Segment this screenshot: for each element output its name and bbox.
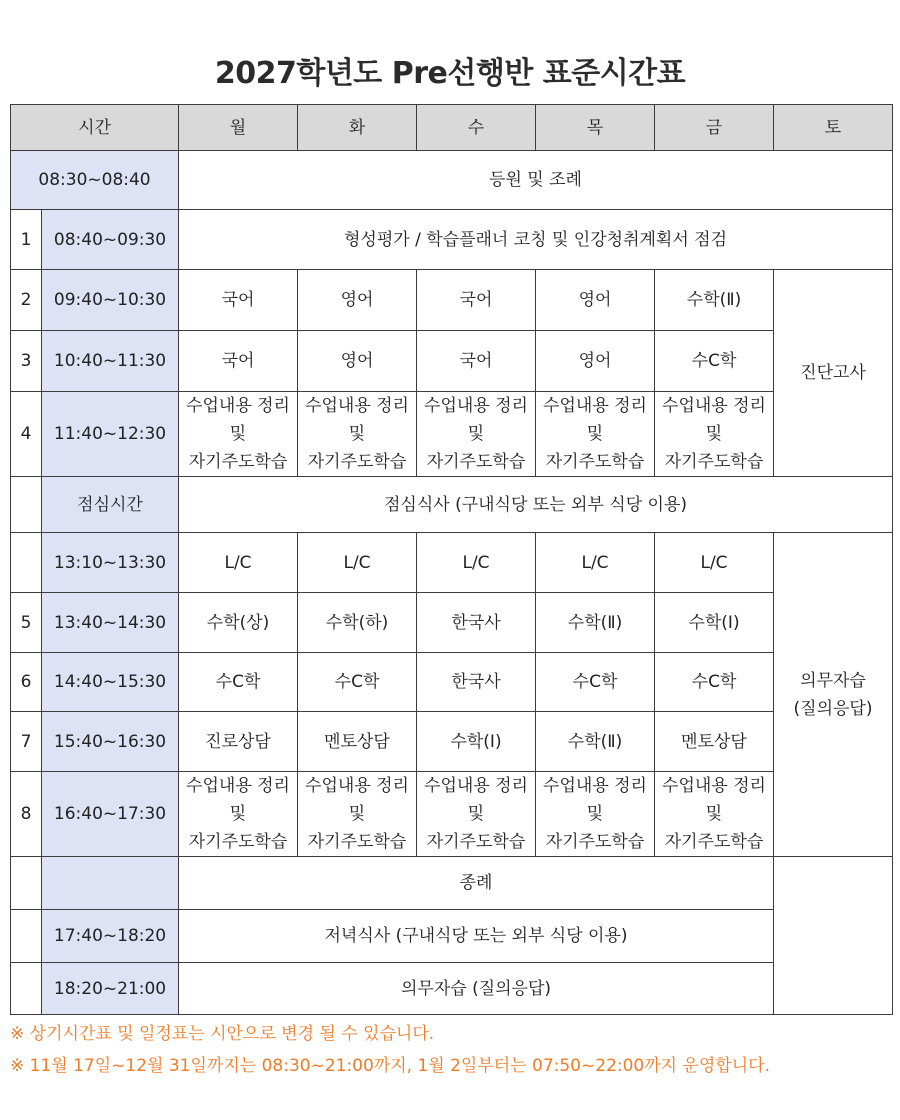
- cell-line: 자기주도학습: [545, 452, 645, 472]
- class-cell: 진로상담: [179, 712, 298, 772]
- class-cell: 영어: [536, 270, 655, 331]
- table-row: [11, 653, 893, 712]
- class-cell: 국어: [417, 270, 536, 331]
- class-cell: 수C학: [655, 653, 774, 712]
- class-cell: 한국사: [417, 593, 536, 653]
- cell-line: 및: [705, 424, 723, 444]
- self-study-cell: [417, 772, 536, 857]
- class-cell: 수학(Ⅱ): [536, 712, 655, 772]
- table-row: [11, 772, 893, 857]
- class-cell: 수C학: [536, 653, 655, 712]
- table-row: [11, 910, 893, 963]
- period-number: 7: [11, 712, 42, 772]
- class-cell: L/C: [536, 533, 655, 593]
- class-cell: 멘토상담: [298, 712, 417, 772]
- table-row: [11, 593, 893, 653]
- self-study-cell: [298, 772, 417, 857]
- period-number: 5: [11, 593, 42, 653]
- header-row: [11, 105, 893, 151]
- self-study-cell: [536, 392, 655, 477]
- cell-line: 자기주도학습: [307, 452, 407, 472]
- class-cell: 수C학: [179, 653, 298, 712]
- cell-line: 자기주도학습: [664, 452, 764, 472]
- time-cell: 08:30~08:40: [11, 151, 179, 210]
- full-row-cell: 등원 및 조례: [179, 151, 893, 210]
- class-cell: 수학(Ⅱ): [655, 270, 774, 331]
- cell-line: 수업내용 정리: [186, 396, 290, 416]
- cell-line: 자기주도학습: [188, 452, 288, 472]
- table-row: [11, 151, 893, 210]
- table-row: [11, 392, 893, 477]
- class-cell: 국어: [179, 270, 298, 331]
- empty-number-cell: [11, 910, 42, 963]
- cell-line: 수업내용 정리: [543, 776, 647, 796]
- table-row: [11, 533, 893, 593]
- page-title: 2027학년도 Pre선행반 표준시간표: [214, 56, 686, 91]
- cell-line: 자기주도학습: [545, 832, 645, 852]
- class-cell: 수C학: [298, 653, 417, 712]
- cell-line: 자기주도학습: [188, 832, 288, 852]
- class-cell: 수학(하): [298, 593, 417, 653]
- full-row-cell: 저녁식사 (구내식당 또는 외부 식당 이용): [179, 910, 774, 963]
- self-study-cell: [179, 772, 298, 857]
- footnote: ※ 상기시간표 및 일정표는 시안으로 변경 될 수 있습니다.: [10, 1024, 435, 1044]
- cell-line: 자기주도학습: [664, 832, 764, 852]
- saturday-afternoon-cell: [774, 533, 893, 857]
- cell-line: 자기주도학습: [426, 832, 526, 852]
- header-day-wed: 수: [417, 105, 536, 151]
- table-row: [11, 210, 893, 270]
- cell-line: 수업내용 정리: [186, 776, 290, 796]
- class-cell: 국어: [417, 331, 536, 392]
- period-number: 6: [11, 653, 42, 712]
- self-study-cell: [655, 772, 774, 857]
- header-day-mon: 월: [179, 105, 298, 151]
- class-cell: 영어: [298, 270, 417, 331]
- time-cell: 11:40~12:30: [42, 392, 179, 477]
- full-row-cell: 의무자습 (질의응답): [179, 963, 774, 1015]
- empty-number-cell: [11, 533, 42, 593]
- cell-line: 및: [467, 424, 485, 444]
- cell-line: 및: [586, 424, 604, 444]
- time-cell: 18:20~21:00: [42, 963, 179, 1015]
- period-number: 8: [11, 772, 42, 857]
- class-cell: 수학(Ⅱ): [536, 593, 655, 653]
- saturday-morning-cell: 진단고사: [774, 270, 893, 477]
- cell-line: 및: [705, 804, 723, 824]
- table-row: [11, 857, 893, 910]
- cell-line: 및: [229, 424, 247, 444]
- cell-line: 수업내용 정리: [305, 396, 409, 416]
- full-row-cell: 형성평가 / 학습플래너 코칭 및 인강청취계획서 점검: [179, 210, 893, 270]
- table-row: [11, 963, 893, 1015]
- cell-line: 수업내용 정리: [662, 776, 766, 796]
- class-cell: L/C: [417, 533, 536, 593]
- class-cell: 영어: [298, 331, 417, 392]
- header-day-tue: 화: [298, 105, 417, 151]
- full-row-cell: 종례: [179, 857, 774, 910]
- time-cell: 08:40~09:30: [42, 210, 179, 270]
- cell-line: 의무자습: [800, 670, 866, 691]
- cell-line: 수업내용 정리: [662, 396, 766, 416]
- time-cell: 10:40~11:30: [42, 331, 179, 392]
- table-row: [11, 477, 893, 533]
- footnote: ※ 11월 17일~12월 31일까지는 08:30~21:00까지, 1월 2일부터는 07:50~22:00까지 운영합니다.: [10, 1056, 770, 1076]
- cell-line: 및: [348, 804, 366, 824]
- table-row: [11, 331, 893, 392]
- cell-line: 수업내용 정리: [305, 776, 409, 796]
- time-cell: 13:10~13:30: [42, 533, 179, 593]
- cell-line: 및: [586, 804, 604, 824]
- table-row: [11, 270, 893, 331]
- self-study-cell: [298, 392, 417, 477]
- class-cell: L/C: [298, 533, 417, 593]
- period-number: 4: [11, 392, 42, 477]
- time-cell: 16:40~17:30: [42, 772, 179, 857]
- class-cell: 수학(상): [179, 593, 298, 653]
- period-number: 1: [11, 210, 42, 270]
- class-cell: 수학(Ⅰ): [655, 593, 774, 653]
- class-cell: 영어: [536, 331, 655, 392]
- timetable: [10, 104, 893, 1015]
- empty-number-cell: [11, 477, 42, 533]
- cell-line: 수업내용 정리: [543, 396, 647, 416]
- self-study-cell: [536, 772, 655, 857]
- self-study-cell: [179, 392, 298, 477]
- saturday-evening-cell: [774, 857, 893, 1015]
- class-cell: L/C: [179, 533, 298, 593]
- period-number: 2: [11, 270, 42, 331]
- time-cell: 17:40~18:20: [42, 910, 179, 963]
- class-cell: 국어: [179, 331, 298, 392]
- cell-line: 및: [467, 804, 485, 824]
- empty-time-cell: [42, 857, 179, 910]
- cell-line: 및: [348, 424, 366, 444]
- time-cell: 09:40~10:30: [42, 270, 179, 331]
- full-row-cell: 점심식사 (구내식당 또는 외부 식당 이용): [179, 477, 893, 533]
- empty-number-cell: [11, 857, 42, 910]
- cell-line: 자기주도학습: [426, 452, 526, 472]
- cell-line: 및: [229, 804, 247, 824]
- lunch-label: 점심시간: [42, 477, 179, 533]
- header-time: 시간: [11, 105, 179, 151]
- cell-line: 자기주도학습: [307, 832, 407, 852]
- period-number: 3: [11, 331, 42, 392]
- footnotes: [10, 1018, 890, 1082]
- time-cell: 14:40~15:30: [42, 653, 179, 712]
- cell-line: 수업내용 정리: [424, 396, 528, 416]
- time-cell: 15:40~16:30: [42, 712, 179, 772]
- cell-line: (질의응답): [793, 698, 873, 719]
- self-study-cell: [655, 392, 774, 477]
- self-study-cell: [417, 392, 536, 477]
- class-cell: 멘토상담: [655, 712, 774, 772]
- table-row: [11, 712, 893, 772]
- header-day-sat: 토: [774, 105, 893, 151]
- class-cell: 수학(Ⅰ): [417, 712, 536, 772]
- class-cell: L/C: [655, 533, 774, 593]
- cell-line: 수업내용 정리: [424, 776, 528, 796]
- header-day-thu: 목: [536, 105, 655, 151]
- class-cell: 한국사: [417, 653, 536, 712]
- header-day-fri: 금: [655, 105, 774, 151]
- class-cell: 수C학: [655, 331, 774, 392]
- empty-number-cell: [11, 963, 42, 1015]
- time-cell: 13:40~14:30: [42, 593, 179, 653]
